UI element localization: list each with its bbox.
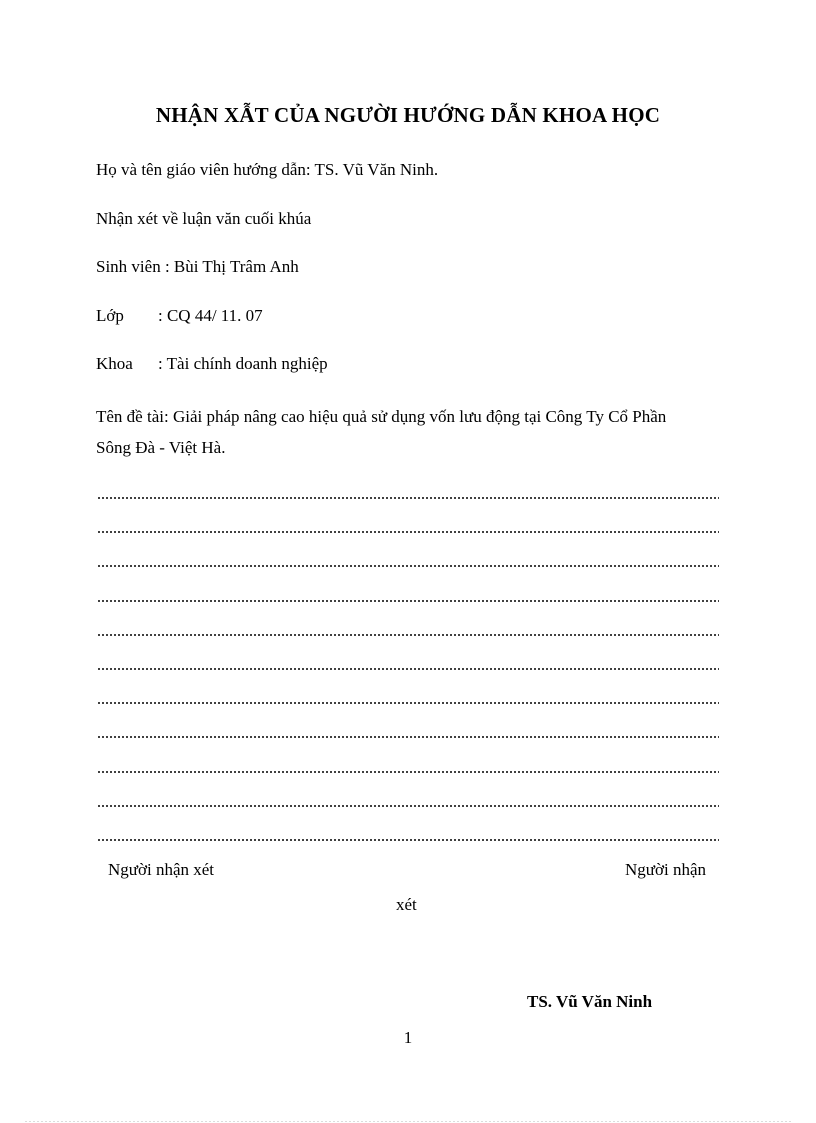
page-bottom-border bbox=[24, 1121, 792, 1122]
dotted-line bbox=[97, 805, 719, 807]
student-line: Sinh viên : Bùi Thị Trâm Anh bbox=[96, 257, 299, 276]
signature-right-label-wrap: xét bbox=[396, 895, 417, 914]
page-number: 1 bbox=[403, 1028, 413, 1047]
dotted-line bbox=[97, 736, 719, 738]
dotted-line bbox=[97, 531, 719, 533]
dotted-line bbox=[97, 565, 719, 567]
signature-right-label: Người nhận bbox=[625, 860, 706, 879]
signature-left-label: Người nhận xét bbox=[108, 860, 215, 879]
page-title: NHẬN XẪT CỦA NGƯỜI HƯỚNG DẪN KHOA HỌC bbox=[155, 103, 661, 127]
dotted-line bbox=[97, 634, 719, 636]
topic-line: Tên đề tài: Giải pháp nâng cao hiệu quả sử dụng vốn lưu động tại Công Ty Cổ Phần Sông Đà - Việt Hà. bbox=[96, 407, 667, 457]
class-value: : CQ 44/ 11. 07 bbox=[158, 306, 263, 325]
dotted-line bbox=[97, 771, 719, 773]
teacher-line: Họ và tên giáo viên hướng dẫn: TS. Vũ Văn Ninh. bbox=[96, 160, 439, 179]
signer-name: TS. Vũ Văn Ninh bbox=[527, 992, 653, 1011]
faculty-line bbox=[96, 354, 328, 374]
dotted-line bbox=[97, 839, 719, 841]
class-label: Lớp bbox=[96, 306, 124, 325]
dotted-line bbox=[97, 497, 719, 499]
faculty-value: : Tài chính doanh nghiệp bbox=[158, 354, 328, 373]
review-line: Nhận xét về luận văn cuối khúa bbox=[96, 209, 312, 228]
dotted-line bbox=[97, 668, 719, 670]
dotted-line bbox=[97, 600, 719, 602]
faculty-label: Khoa bbox=[96, 354, 133, 373]
dotted-line bbox=[97, 702, 719, 704]
class-line bbox=[96, 306, 263, 326]
